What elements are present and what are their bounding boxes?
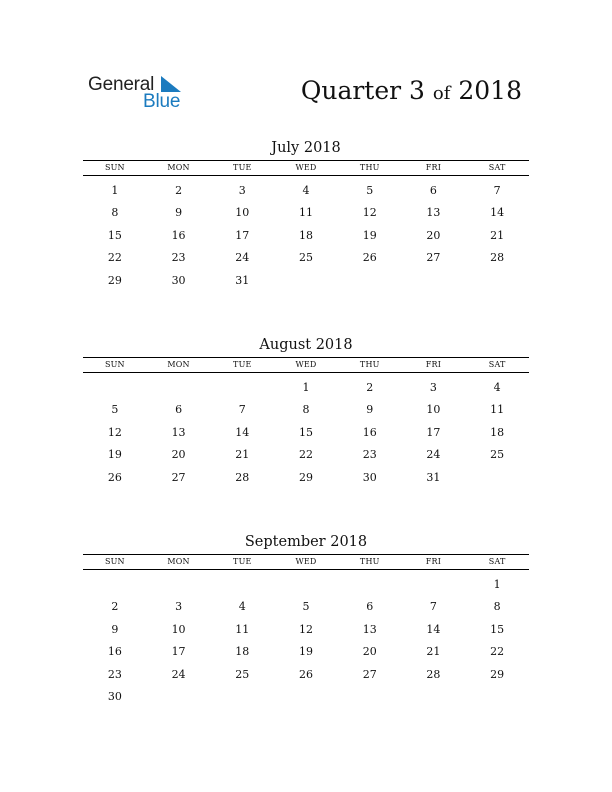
weekday-header xyxy=(83,554,529,570)
weekday-label: THU xyxy=(359,163,380,172)
day-cell: 3 xyxy=(175,600,183,614)
day-cell: 14 xyxy=(426,622,441,636)
day-cell: 8 xyxy=(111,206,119,220)
day-cell: 19 xyxy=(362,228,377,242)
day-cell: 22 xyxy=(298,448,313,462)
day-grid xyxy=(83,377,529,489)
empty-day-cell xyxy=(147,377,211,399)
day-cell: 18 xyxy=(298,228,313,242)
day-cell: 20 xyxy=(171,448,186,462)
month-title: July 2018 xyxy=(271,140,341,156)
day-cell: 9 xyxy=(111,622,119,636)
day-cell: 6 xyxy=(366,600,374,614)
day-cell: 16 xyxy=(171,228,186,242)
empty-day-cell xyxy=(402,574,466,596)
day-cell: 17 xyxy=(426,425,441,439)
day-cell: 1 xyxy=(493,578,501,591)
day-cell: 12 xyxy=(298,622,313,636)
day-cell: 23 xyxy=(107,667,122,681)
day-cell: 7 xyxy=(429,600,437,614)
day-cell: 21 xyxy=(426,645,441,659)
month-title: August 2018 xyxy=(259,337,353,353)
day-cell: 3 xyxy=(429,381,437,394)
day-cell: 20 xyxy=(362,645,377,659)
day-cell: 4 xyxy=(238,600,246,614)
day-cell: 2 xyxy=(366,381,374,394)
day-cell: 11 xyxy=(235,622,250,636)
day-cell: 26 xyxy=(107,470,122,484)
day-cell: 12 xyxy=(362,206,377,220)
weekday-label: THU xyxy=(359,557,380,566)
month-calendar-august xyxy=(83,335,529,489)
day-cell: 7 xyxy=(238,403,246,417)
day-cell: 23 xyxy=(171,251,186,265)
day-cell: 10 xyxy=(171,622,186,636)
weekday-label: TUE xyxy=(233,360,252,369)
day-cell: 26 xyxy=(362,251,377,265)
weekday-label: WED xyxy=(295,163,317,172)
day-cell: 22 xyxy=(107,251,122,265)
day-cell: 15 xyxy=(107,228,122,242)
page-title xyxy=(301,76,522,105)
day-cell: 24 xyxy=(235,251,250,265)
weekday-label: FRI xyxy=(425,360,442,369)
day-cell: 13 xyxy=(426,206,441,220)
day-cell: 15 xyxy=(298,425,313,439)
day-cell: 10 xyxy=(426,403,441,417)
day-cell: 2 xyxy=(111,600,119,614)
day-cell: 19 xyxy=(107,448,122,462)
day-cell: 1 xyxy=(111,184,119,197)
day-cell: 31 xyxy=(235,273,250,287)
day-cell: 14 xyxy=(490,206,505,220)
day-cell: 1 xyxy=(302,381,310,394)
weekday-header xyxy=(83,160,529,176)
month-calendar-july xyxy=(83,138,529,292)
day-cell: 21 xyxy=(490,228,505,242)
day-cell: 30 xyxy=(362,470,377,484)
day-cell: 29 xyxy=(490,667,505,681)
day-cell: 5 xyxy=(111,403,119,417)
day-cell: 22 xyxy=(490,645,505,659)
empty-day-cell xyxy=(147,574,211,596)
title-of: of xyxy=(432,83,451,104)
day-cell: 9 xyxy=(366,403,374,417)
weekday-header xyxy=(83,357,529,373)
weekday-label: THU xyxy=(359,360,380,369)
day-cell: 29 xyxy=(107,273,122,287)
day-cell: 11 xyxy=(298,206,313,220)
day-cell: 19 xyxy=(298,645,313,659)
weekday-label: MON xyxy=(167,163,190,172)
month-calendar-september xyxy=(83,532,529,708)
day-cell: 30 xyxy=(107,689,122,703)
day-grid xyxy=(83,574,529,708)
day-cell: 31 xyxy=(426,470,441,484)
day-cell: 13 xyxy=(171,425,186,439)
day-cell: 14 xyxy=(235,425,250,439)
day-cell: 6 xyxy=(429,184,437,197)
title-year: 2018 xyxy=(458,76,522,105)
weekday-label: MON xyxy=(167,557,190,566)
empty-day-cell xyxy=(274,574,338,596)
weekday-label: SAT xyxy=(488,360,506,369)
day-cell: 24 xyxy=(171,667,186,681)
empty-day-cell xyxy=(83,574,147,596)
day-cell: 16 xyxy=(107,645,122,659)
day-cell: 16 xyxy=(362,425,377,439)
empty-day-cell xyxy=(338,574,402,596)
weekday-label: TUE xyxy=(233,557,252,566)
day-cell: 27 xyxy=(362,667,377,681)
day-cell: 7 xyxy=(493,184,501,197)
day-cell: 17 xyxy=(171,645,186,659)
day-cell: 20 xyxy=(426,228,441,242)
empty-day-cell xyxy=(210,574,274,596)
day-cell: 10 xyxy=(235,206,250,220)
day-cell: 8 xyxy=(493,600,501,614)
weekday-label: FRI xyxy=(425,163,442,172)
day-cell: 8 xyxy=(302,403,310,417)
logo-word-blue: Blue xyxy=(143,91,181,112)
day-cell: 27 xyxy=(426,251,441,265)
day-grid xyxy=(83,180,529,292)
day-cell: 17 xyxy=(235,228,250,242)
day-cell: 15 xyxy=(490,622,505,636)
weekday-label: SUN xyxy=(104,163,125,172)
day-cell: 4 xyxy=(302,184,310,197)
day-cell: 28 xyxy=(235,470,250,484)
day-cell: 30 xyxy=(171,273,186,287)
weekday-label: SUN xyxy=(104,360,125,369)
day-cell: 25 xyxy=(235,667,250,681)
day-cell: 28 xyxy=(426,667,441,681)
day-cell: 23 xyxy=(362,448,377,462)
weekday-label: SAT xyxy=(488,557,506,566)
day-cell: 18 xyxy=(235,645,250,659)
weekday-label: TUE xyxy=(233,163,252,172)
weekday-label: WED xyxy=(295,360,317,369)
day-cell: 3 xyxy=(238,184,246,197)
logo xyxy=(88,74,198,114)
logo-triangle-icon xyxy=(161,76,181,92)
day-cell: 13 xyxy=(362,622,377,636)
weekday-label: SUN xyxy=(104,557,125,566)
day-cell: 2 xyxy=(175,184,183,197)
day-cell: 27 xyxy=(171,470,186,484)
day-cell: 24 xyxy=(426,448,441,462)
day-cell: 29 xyxy=(298,470,313,484)
empty-day-cell xyxy=(83,377,147,399)
weekday-label: WED xyxy=(295,557,317,566)
day-cell: 5 xyxy=(302,600,310,614)
empty-day-cell xyxy=(210,377,274,399)
day-cell: 25 xyxy=(490,448,505,462)
day-cell: 5 xyxy=(366,184,374,197)
title-quarter: Quarter 3 xyxy=(300,76,425,105)
logo-word-general: General xyxy=(88,74,155,95)
day-cell: 26 xyxy=(298,667,313,681)
day-cell: 6 xyxy=(175,403,183,417)
day-cell: 28 xyxy=(490,251,505,265)
day-cell: 11 xyxy=(490,403,505,417)
weekday-label: SAT xyxy=(488,163,506,172)
day-cell: 25 xyxy=(298,251,313,265)
day-cell: 18 xyxy=(490,425,505,439)
day-cell: 12 xyxy=(107,425,122,439)
month-title: September 2018 xyxy=(244,534,368,550)
weekday-label: MON xyxy=(167,360,190,369)
weekday-label: FRI xyxy=(425,557,442,566)
day-cell: 21 xyxy=(235,448,250,462)
day-cell: 9 xyxy=(175,206,183,220)
day-cell: 4 xyxy=(493,381,501,394)
